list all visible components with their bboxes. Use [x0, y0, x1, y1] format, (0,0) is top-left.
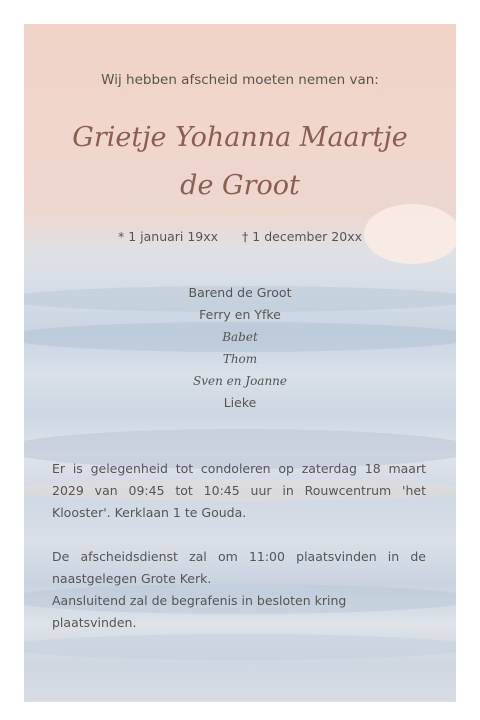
- intro-text: Wij hebben afscheid moeten nemen van:: [101, 72, 379, 88]
- family-list: [24, 282, 456, 414]
- death-date: † 1 december 20xx: [242, 229, 362, 244]
- family-member: Lieke: [223, 395, 257, 410]
- condolence-card: [24, 24, 456, 702]
- family-member: Barend de Groot: [188, 285, 292, 300]
- deceased-name-line-1: Grietje Yohanna Maartje: [72, 122, 408, 153]
- life-dates: [24, 229, 456, 244]
- deceased-name-line-2: de Groot: [180, 170, 300, 201]
- family-member: Sven en Joanne: [192, 374, 288, 388]
- family-member: Thom: [222, 352, 258, 366]
- burial-info: Aansluitend zal de begrafenis in besloten kring plaatsvinden.: [52, 593, 347, 630]
- family-member: Ferry en Yfke: [199, 307, 281, 322]
- family-member: Babet: [222, 330, 258, 344]
- birth-date: * 1 januari 19xx: [117, 229, 219, 244]
- service-info: De afscheidsdienst zal om 11:00 plaatsvinden in de naastgelegen Grote Kerk.: [52, 549, 426, 586]
- card-content: [24, 24, 456, 702]
- condolence-info: Er is gelegenheid tot condoleren op zaterdag 18 maart 2029 van 09:45 tot 10:45 uur in Rouwcentrum 'het Klooster'. Kerklaan 1 te Gouda.: [52, 461, 426, 520]
